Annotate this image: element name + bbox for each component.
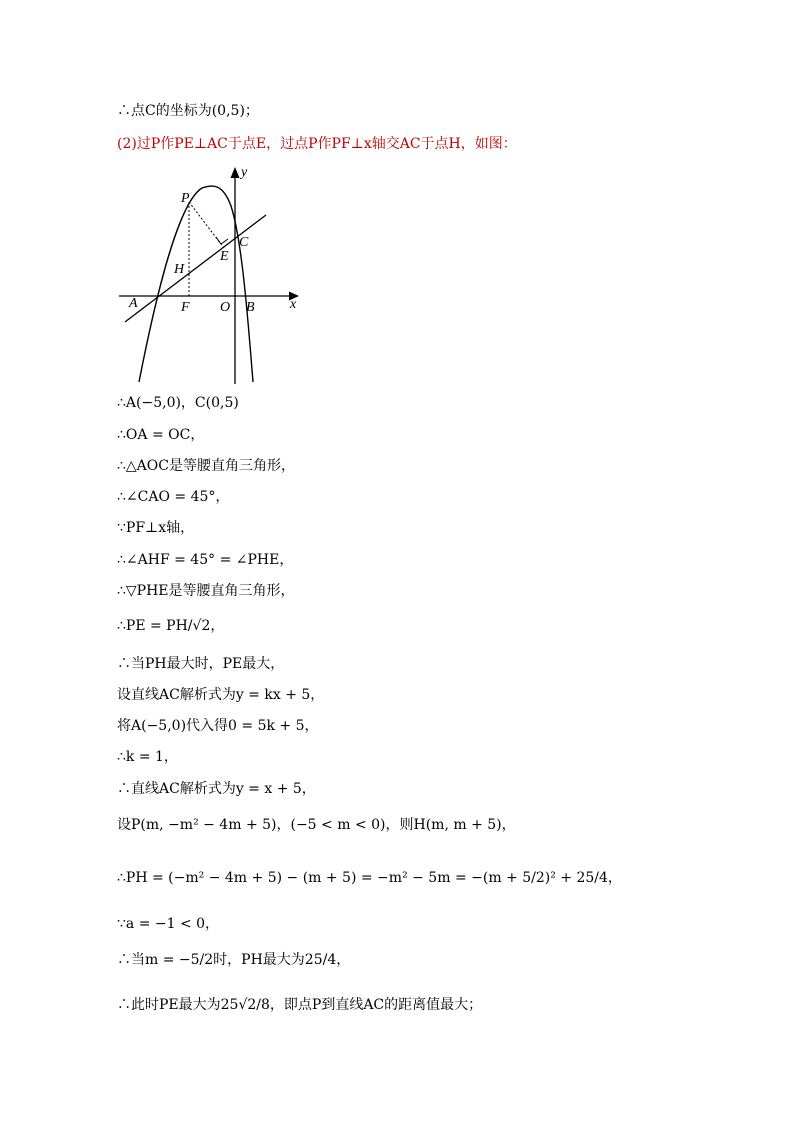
text-line-2: (2)过P作PE⊥AC于点E，过点P作PF⊥x轴交AC于点H，如图：: [117, 136, 517, 152]
text-line-16: 设P(m, −m² − 4m + 5)，(−5 < m < 0)，则H(m, m + 5)，: [117, 817, 516, 833]
text-line-11: ∴当PH最大时，PE最大，: [117, 656, 285, 672]
text-line-15: ∴直线AC解析式为y = x + 5，: [117, 781, 316, 797]
text-line-5: ∴△AOC是等腰直角三角形，: [117, 458, 295, 474]
label-y: y: [241, 165, 248, 180]
y-axis-arrow: [231, 167, 240, 178]
label-p: P: [181, 191, 190, 206]
text-line-13: 将A(−5,0)代入得0 = 5k + 5，: [117, 718, 319, 734]
text-line-8: ∴∠AHF = 45° = ∠PHE，: [117, 552, 294, 568]
text-line-6: ∴∠CAO = 45°，: [117, 489, 230, 505]
line-ac: [125, 215, 266, 322]
label-x: x: [290, 297, 297, 312]
text-line-3: ∴A(−5,0)，C(0,5): [117, 395, 239, 411]
text-line-12: 设直线AC解析式为y = kx + 5，: [117, 687, 325, 703]
parabola-figure: [117, 160, 307, 390]
text-line-14: ∴k = 1，: [117, 749, 178, 765]
text-line-19: ∴当m = −5/2时，PH最大为25/4，: [117, 952, 351, 968]
text-line-18: ∵a = −1 < 0，: [117, 916, 220, 932]
text-line-17: ∴PH = (−m² − 4m + 5) − (m + 5) = −m² − 5m = −(m + 5/2)² + 25/4，: [117, 870, 622, 886]
label-h: H: [174, 262, 185, 277]
text-line-9: ∴▽PHE是等腰直角三角形，: [117, 583, 295, 599]
label-c: C: [239, 235, 249, 250]
text-line-1: ∴点C的坐标为(0,5)；: [117, 103, 259, 119]
label-o: O: [220, 300, 231, 315]
label-f: F: [181, 300, 190, 315]
label-b: B: [246, 300, 255, 315]
parabola-curve: [139, 186, 253, 382]
label-a: A: [129, 296, 138, 311]
text-line-7: ∵PF⊥x轴，: [117, 520, 195, 536]
label-e: E: [220, 249, 229, 264]
text-line-20: ∴此时PE最大为25√2/8，即点P到直线AC的距离值最大；: [117, 997, 483, 1013]
text-line-10: ∴PE = PH/√2，: [117, 618, 225, 634]
text-line-4: ∴OA = OC，: [117, 427, 205, 443]
